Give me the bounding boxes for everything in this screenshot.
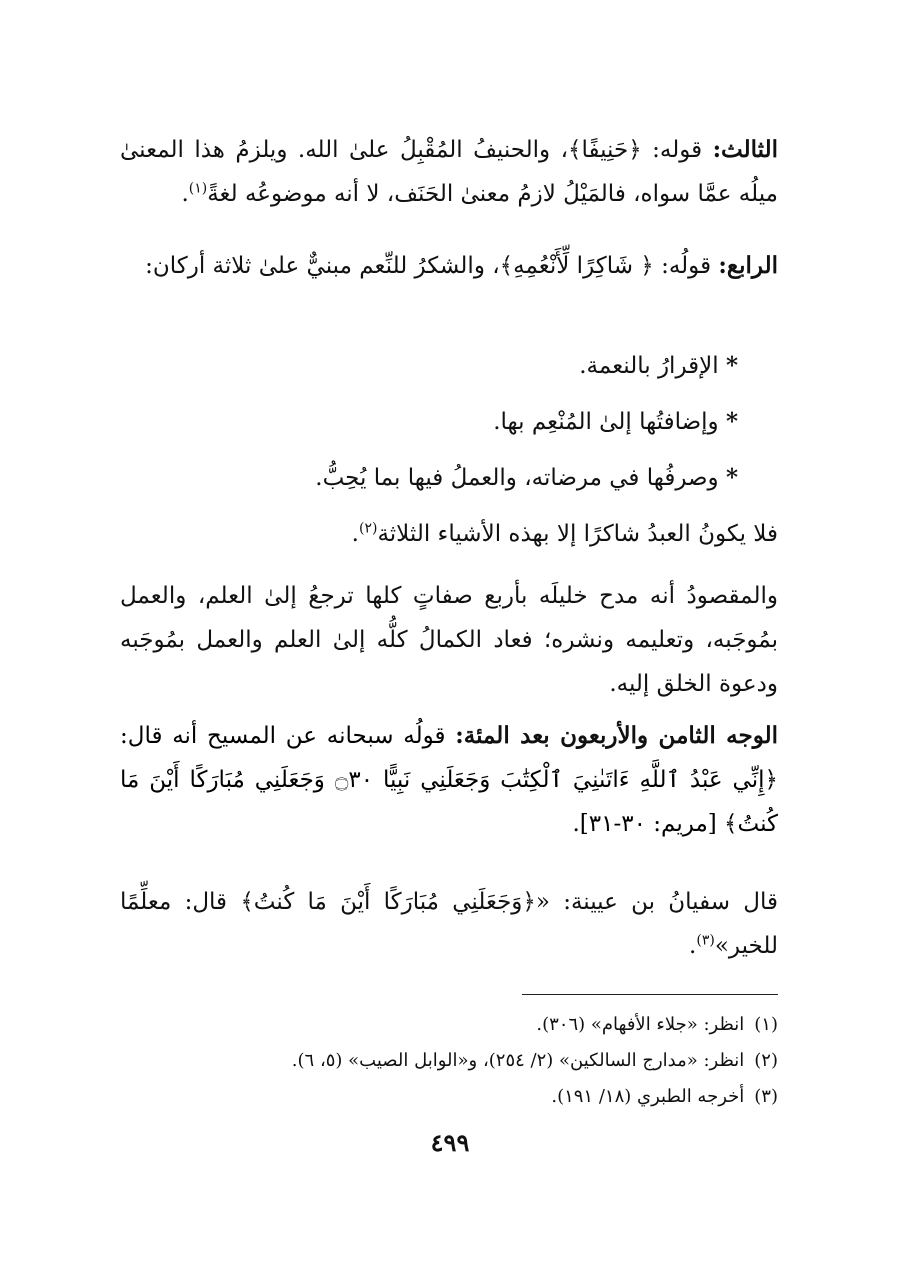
bullet-star-icon: * xyxy=(725,408,738,435)
punctuation: . xyxy=(689,933,697,959)
paragraph-summary xyxy=(120,574,778,706)
paragraph-text: قولُه: ﴿ شَاكِرًا لِّأَنْعُمِهِ﴾، والشكرُ للنِّعم مبنيٌّ علىٰ ثلاثة أركان: xyxy=(145,253,719,279)
footnote-text: انظر: «جلاء الأفهام» (٣٠٦). xyxy=(536,1014,745,1035)
page-number: ٤٩٩ xyxy=(430,1128,470,1157)
footnote-1 xyxy=(536,1010,778,1040)
footnote-ref[interactable]: (٢) xyxy=(358,520,378,537)
footnote-ref[interactable]: (١) xyxy=(188,180,208,197)
paragraph-lead: الرابع: xyxy=(718,252,778,279)
paragraph-text: والمقصودُ أنه مدح خليلَه بأربع صفاتٍ كلها ترجعُ إلىٰ العلم، والعمل بمُوجَبه، وتعليمه ونشره؛ فعاد الكمالُ كلُّه إلىٰ العلم والعمل بمُوجَبه ودعوة الخلق إليه. xyxy=(120,583,778,697)
paragraph-text: قوله: ﴿حَنِيفًا﴾، والحنيفُ المُقْبِلُ علىٰ الله. ويلزمُ هذا المعنىٰ ميلُه عمَّا سواه، فالمَيْلُ لازمُ معنىٰ الحَنَف، لا أنه موضوعُه لغةً xyxy=(120,137,778,207)
bullet-item xyxy=(579,344,738,388)
section-heading: الوجه الثامن والأربعون بعد المئة: xyxy=(455,722,778,749)
bullet-star-icon: * xyxy=(725,352,738,379)
paragraph-conclusion xyxy=(120,512,778,556)
bullet-text: وإضافتُها إلىٰ المُنْعِم بها. xyxy=(493,409,719,435)
bullet-item xyxy=(315,456,738,500)
paragraph-aspect-148 xyxy=(120,714,778,846)
paragraph-text: قال سفيانُ بن عيينة: «﴿وَجَعَلَنِي مُبَارَكًا أَيْنَ مَا كُنتُ﴾ قال: معلِّمًا للخير» xyxy=(120,889,778,959)
paragraph-text: فلا يكونُ العبدُ شاكرًا إلا بهذه الأشياء الثلاثة xyxy=(377,521,778,547)
footnote-2 xyxy=(292,1046,778,1076)
footnote-divider xyxy=(522,994,778,995)
paragraph-lead: الثالث: xyxy=(712,136,778,163)
footnote-number: (٣) xyxy=(754,1086,778,1107)
punctuation: . xyxy=(351,521,359,547)
footnote-3 xyxy=(551,1082,778,1112)
paragraph-third xyxy=(120,128,778,216)
bullet-item xyxy=(493,400,738,444)
paragraph-text: قولُه سبحانه عن المسيح أنه قال: ﴿إِنِّي عَبْدُ ٱللَّهِ ءَاتَىٰنِيَ ٱلْكِتَٰبَ وَجَعَلَنِي نَبِيًّا ۝٣٠ وَجَعَلَنِي مُبَارَكًا أَيْنَ مَا كُنتُ﴾ [مريم: ٣٠-٣١]. xyxy=(120,723,778,837)
footnote-text: أخرجه الطبري (١٨/ ١٩١). xyxy=(551,1086,745,1107)
paragraph-fourth xyxy=(120,244,778,288)
bullet-star-icon: * xyxy=(725,464,738,491)
footnote-number: (١) xyxy=(754,1014,778,1035)
bullet-text: وصرفُها في مرضاته، والعملُ فيها بما يُحِبُّ. xyxy=(315,465,719,491)
footnote-text: انظر: «مدارج السالكين» (٢/ ٢٥٤)، و«الوابل الصيب» (٥، ٦). xyxy=(291,1050,745,1071)
bullet-text: الإقرارُ بالنعمة. xyxy=(579,353,719,379)
footnote-ref[interactable]: (٣) xyxy=(696,932,715,949)
punctuation: . xyxy=(181,181,189,207)
paragraph-sufyan xyxy=(120,880,778,968)
footnote-number: (٢) xyxy=(754,1050,778,1071)
